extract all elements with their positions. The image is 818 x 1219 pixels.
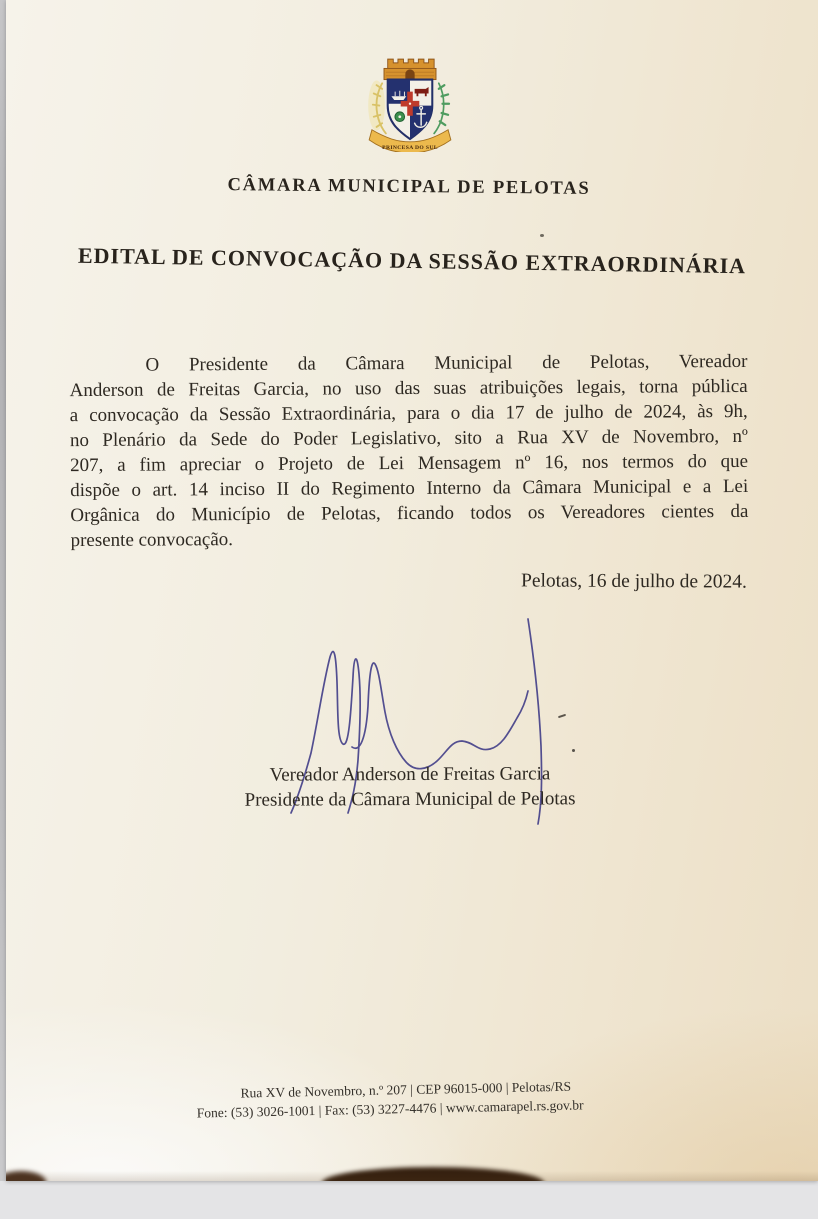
signatory-role: Presidente da Câmara Municipal de Pelotas <box>244 788 576 811</box>
crest-motto: PRINCESA DO SUL <box>382 145 438 152</box>
body-line: Anderson de Freitas Garcia, no uso das suas atribuições legais, torna pública <box>69 375 748 402</box>
body-line: presente convocação. <box>70 529 234 552</box>
pen-dot <box>572 749 575 752</box>
body-line: Orgânica do Município de Pelotas, ficando todos os Vereadores cientes da <box>70 500 749 527</box>
body-line: a convocação da Sessão Extraordinária, para o dia 17 de julho de 2024, às 9h, <box>69 400 748 427</box>
date-line: Pelotas, 16 de julho de 2024. <box>521 570 748 593</box>
laurel-branch-icon <box>434 83 449 133</box>
mural-crown-icon <box>384 59 436 79</box>
body-line: 207, a fim apreciar o Projeto de Lei Mensagem nº 16, nos termos do que <box>70 450 749 477</box>
footer-address: Rua XV de Novembro, n.º 207 | CEP 96015-000 | Pelotas/RS <box>240 1078 572 1101</box>
pelotas-coat-of-arms-icon <box>358 48 462 152</box>
signatory-block <box>6 760 816 814</box>
shield-icon <box>388 80 433 139</box>
document-title: EDITAL DE CONVOCAÇÃO DA SESSÃO EXTRAORDINÁRIA <box>77 242 747 279</box>
paper-speck <box>540 234 544 237</box>
body-line: no Plenário da Sede do Poder Legislativo, sito a Rua XV de Novembro, nº <box>69 425 748 452</box>
letterhead-footer <box>6 1073 818 1127</box>
signatory-name: Vereador Anderson de Freitas Garcia <box>269 763 551 786</box>
cross-center-dot <box>409 103 411 105</box>
body-line: dispõe o art. 14 inciso II do Regimento Interno da Câmara Municipal e a Lei <box>70 475 749 502</box>
footer-contacts: Fone: (53) 3026-1001 | Fax: (53) 3227-4476 | www.camarapel.rs.gov.br <box>196 1096 584 1121</box>
rose-center-dot <box>398 115 401 118</box>
organization-name: CÂMARA MUNICIPAL DE PELOTAS <box>227 175 591 199</box>
quarter-ship-field <box>388 80 410 104</box>
document-page <box>6 0 818 1181</box>
page-edge-fade <box>6 1171 818 1181</box>
body-paragraph <box>69 349 748 553</box>
body-line: O Presidente da Câmara Municipal de Pelotas, Vereador <box>145 350 748 376</box>
